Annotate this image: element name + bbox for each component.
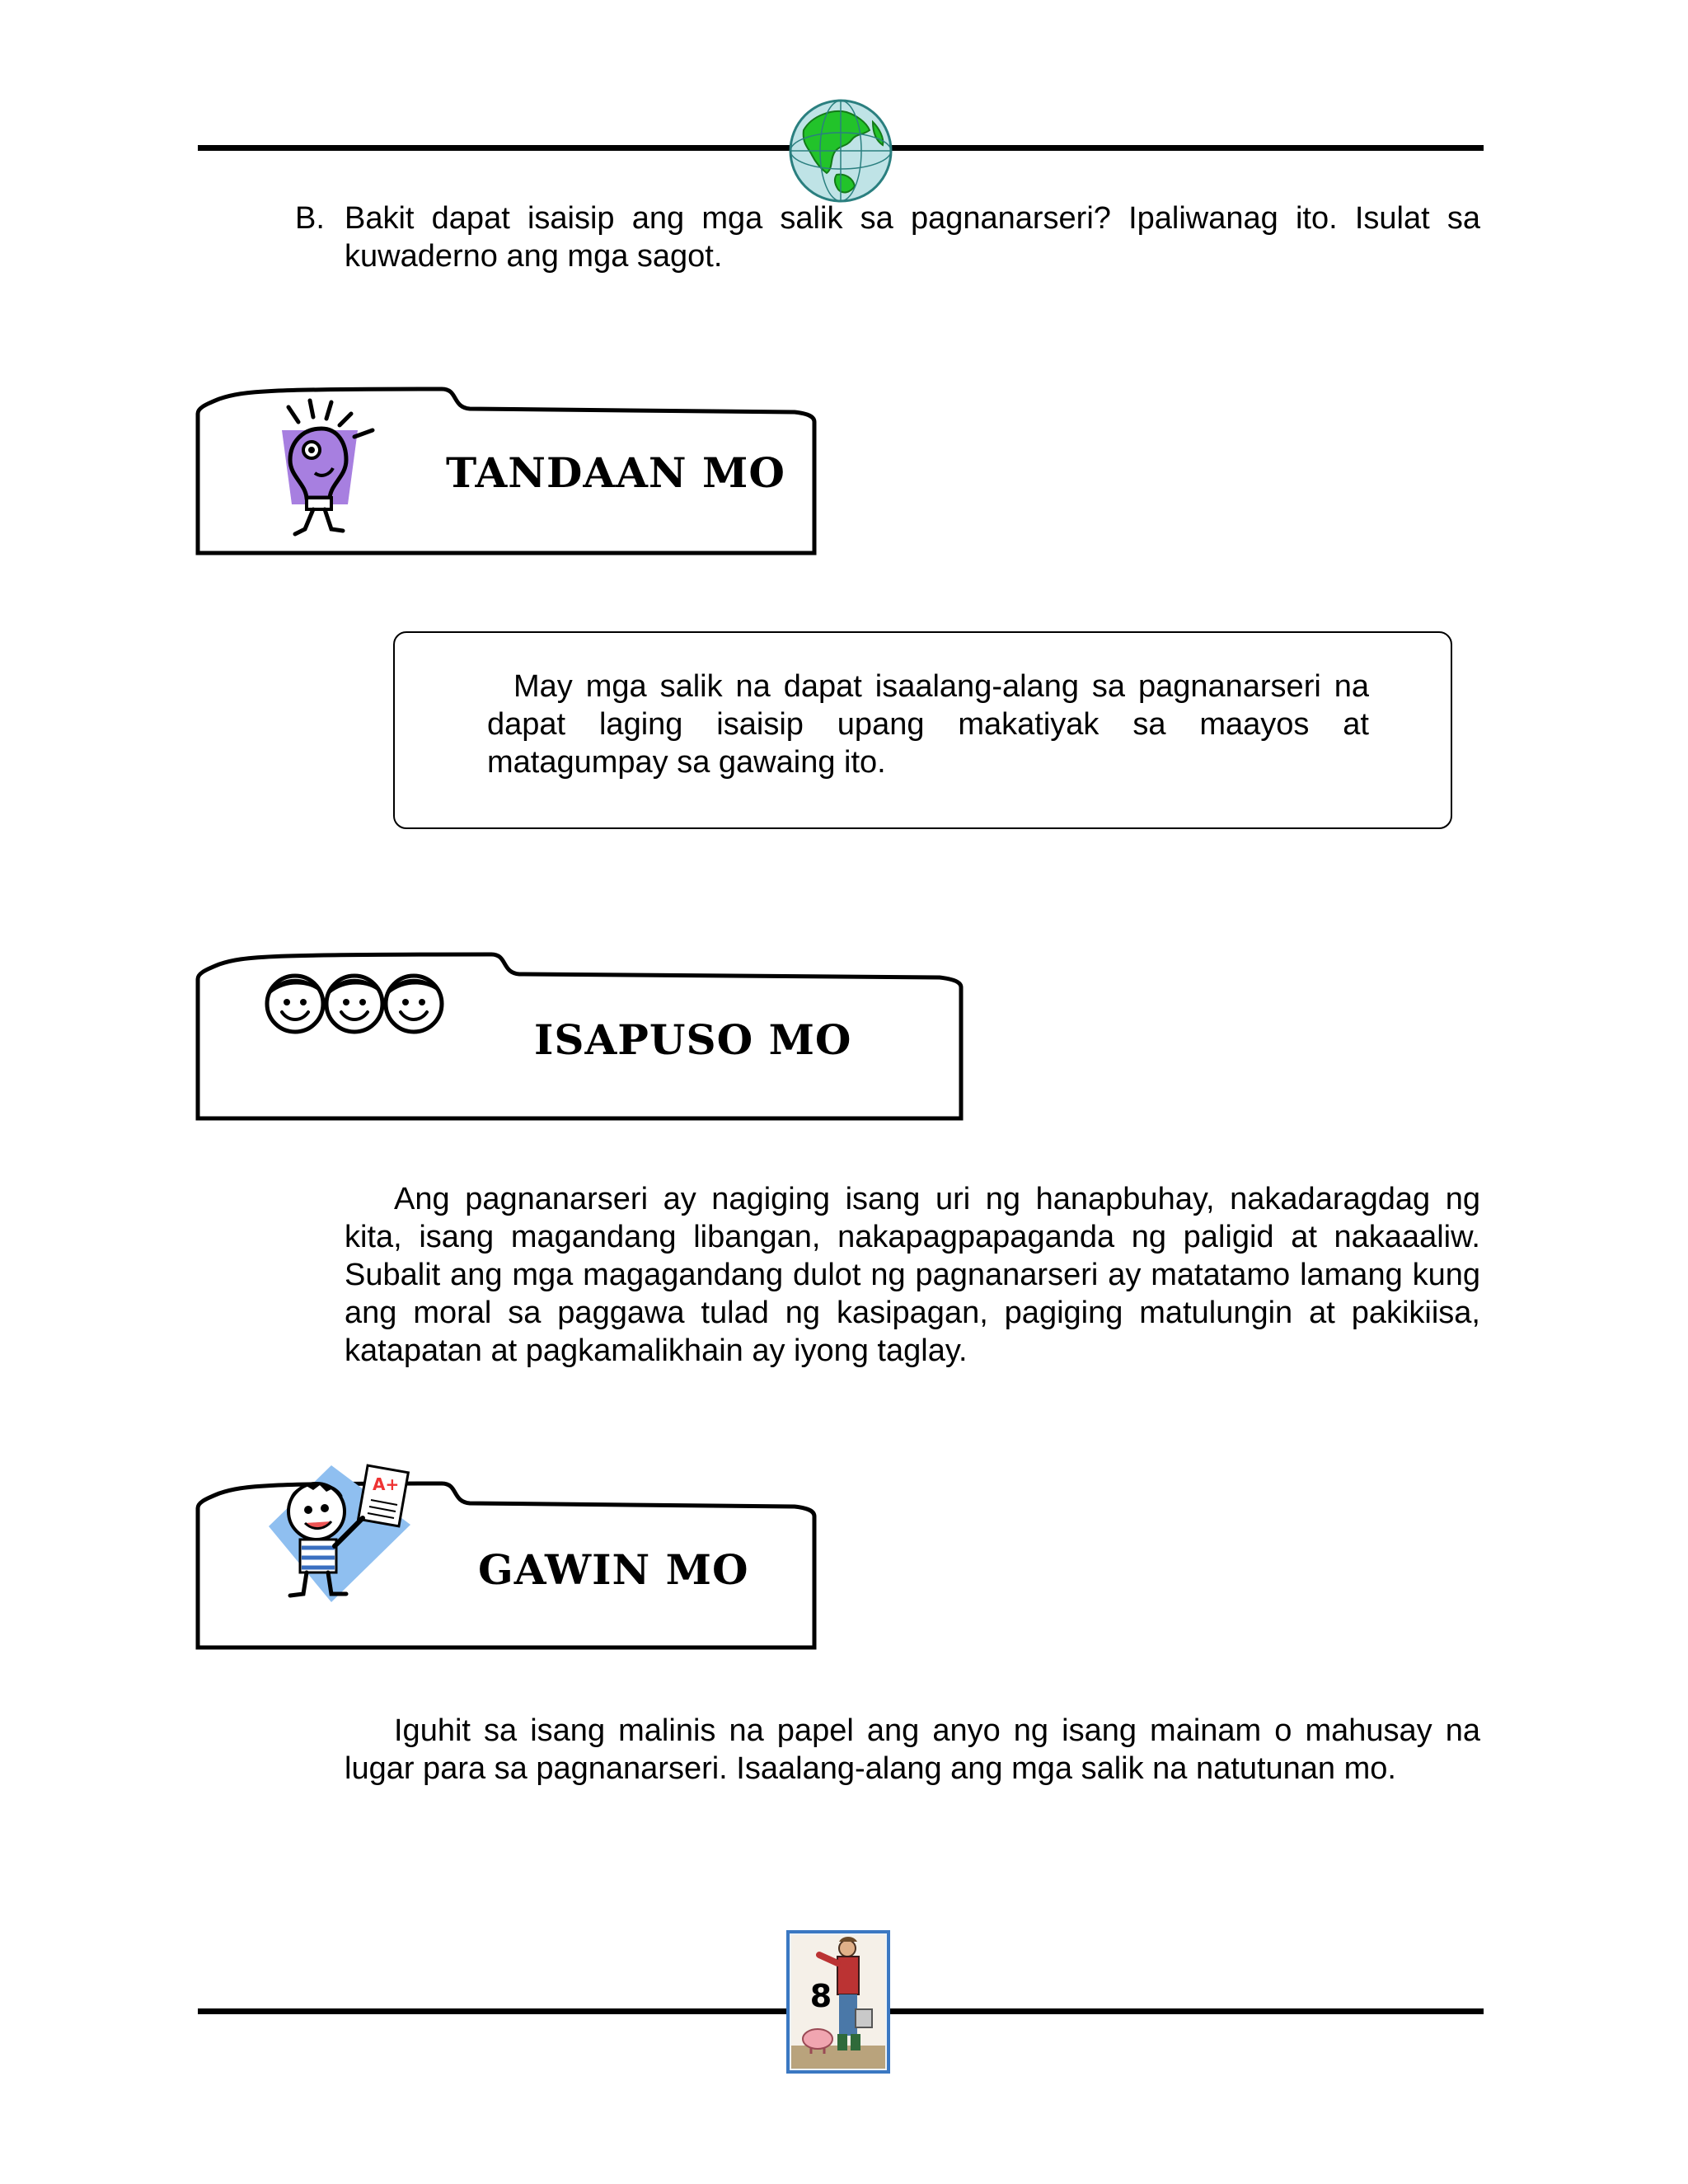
tandaan-note-box (393, 631, 1452, 829)
page-number: 8 (809, 1978, 832, 2014)
globe-icon (787, 97, 894, 204)
farmer-picture-icon (786, 1930, 890, 2074)
smiley-faces-icon (262, 971, 447, 1037)
question-b-label: B. (295, 201, 325, 236)
isapuso-title: ISAPUSO MO (534, 1015, 852, 1064)
tandaan-title: TANDAAN MO (446, 448, 785, 497)
isapuso-text: Ang pagnanarseri ay nagiging isang uri ng hanapbuhay, nakadaragdag ng kita, isang magandang libangan, nakapagpapaganda ng paligid at nakaaaliw. Subalit ang mga magagandang dulot ng pagnanarseri ay matatamo lamang kung ang moral sa paggawa tulad ng kasipagan, pagiging matulungin at pakikiisa, katapatan at pagkamalikhain ay iyong taglay. (345, 1182, 1480, 1368)
paper-mark: A+ (373, 1474, 400, 1494)
question-b-text: Bakit dapat isaisip ang mga salik sa pagnanarseri? Ipaliwanag ito. Isulat sa kuwaderno ang mga sagot. (345, 201, 1480, 274)
lightbulb-icon (272, 397, 387, 542)
gawin-title: GAWIN MO (478, 1545, 749, 1594)
tandaan-note-text: May mga salik na dapat isaalang-alang sa pagnanarseri na dapat laging isaisip upang makatiyak sa maayos at matagumpay sa gawaing ito. (487, 669, 1369, 780)
gawin-text: Iguhit sa isang malinis na papel ang anyo ng isang mainam o mahusay na lugar para sa pagnanarseri. Isaalang-alang ang mga salik na natutunan mo. (345, 1713, 1480, 1786)
student-with-paper-icon (265, 1460, 422, 1605)
